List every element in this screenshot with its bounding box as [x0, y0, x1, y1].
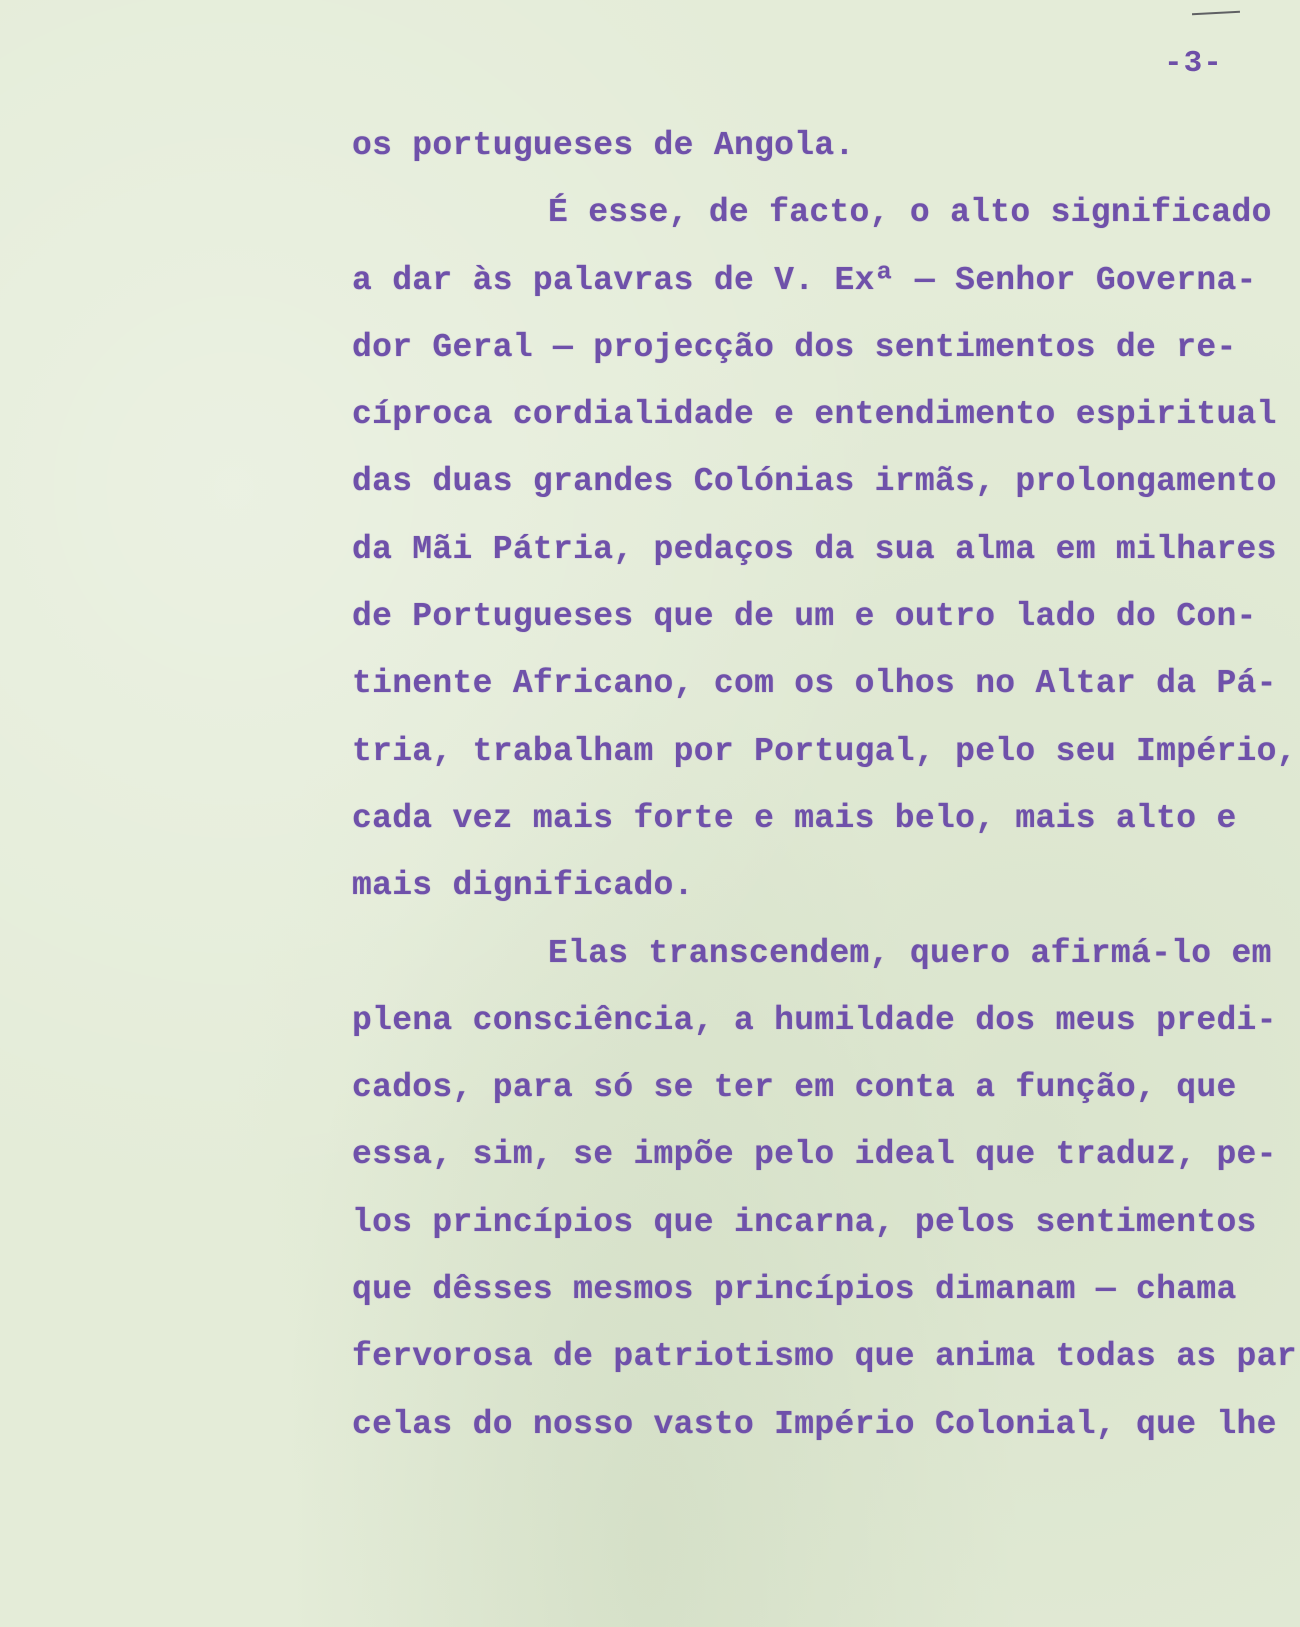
body-text [352, 112, 1297, 1458]
text-line: de Portugueses que de um e outro lado do Con- [352, 598, 1257, 636]
page-number: -3- [1164, 46, 1223, 81]
text-line: tria, trabalham por Portugal, pelo seu Império, [352, 732, 1297, 770]
text-line: mais dignificado. [352, 867, 694, 905]
text-line: dor Geral — projecção dos sentimentos de re- [352, 328, 1237, 366]
pen-mark [1192, 11, 1240, 16]
text-line: essa, sim, se impõe pelo ideal que traduz, pe- [352, 1136, 1277, 1174]
text-line: los princípios que incarna, pelos sentimentos [352, 1203, 1257, 1241]
text-line: das duas grandes Colónias irmãs, prolongamento [352, 463, 1277, 501]
paragraph-start-line: Elas transcendem, quero afirmá-lo em [548, 934, 1272, 972]
text-line: que dêsses mesmos princípios dimanam — chama [352, 1271, 1237, 1309]
text-line: cados, para só se ter em conta a função, que [352, 1069, 1237, 1107]
text-line: fervorosa de patriotismo que anima todas as par [352, 1338, 1297, 1376]
paragraph-start-line: É esse, de facto, o alto significado [548, 194, 1272, 232]
text-line: cada vez mais forte e mais belo, mais alto e [352, 799, 1237, 837]
text-line: tinente Africano, com os olhos no Altar da Pá- [352, 665, 1277, 703]
text-line: celas do nosso vasto Império Colonial, que lhe [352, 1405, 1277, 1443]
text-line: da Mãi Pátria, pedaços da sua alma em milhares [352, 530, 1277, 568]
text-line: plena consciência, a humildade dos meus predi- [352, 1001, 1277, 1039]
text-line: cíproca cordialidade e entendimento espiritual [352, 396, 1277, 434]
text-line: a dar às palavras de V. Exª — Senhor Governa- [352, 261, 1257, 299]
text-line: os portugueses de Angola. [352, 127, 855, 164]
